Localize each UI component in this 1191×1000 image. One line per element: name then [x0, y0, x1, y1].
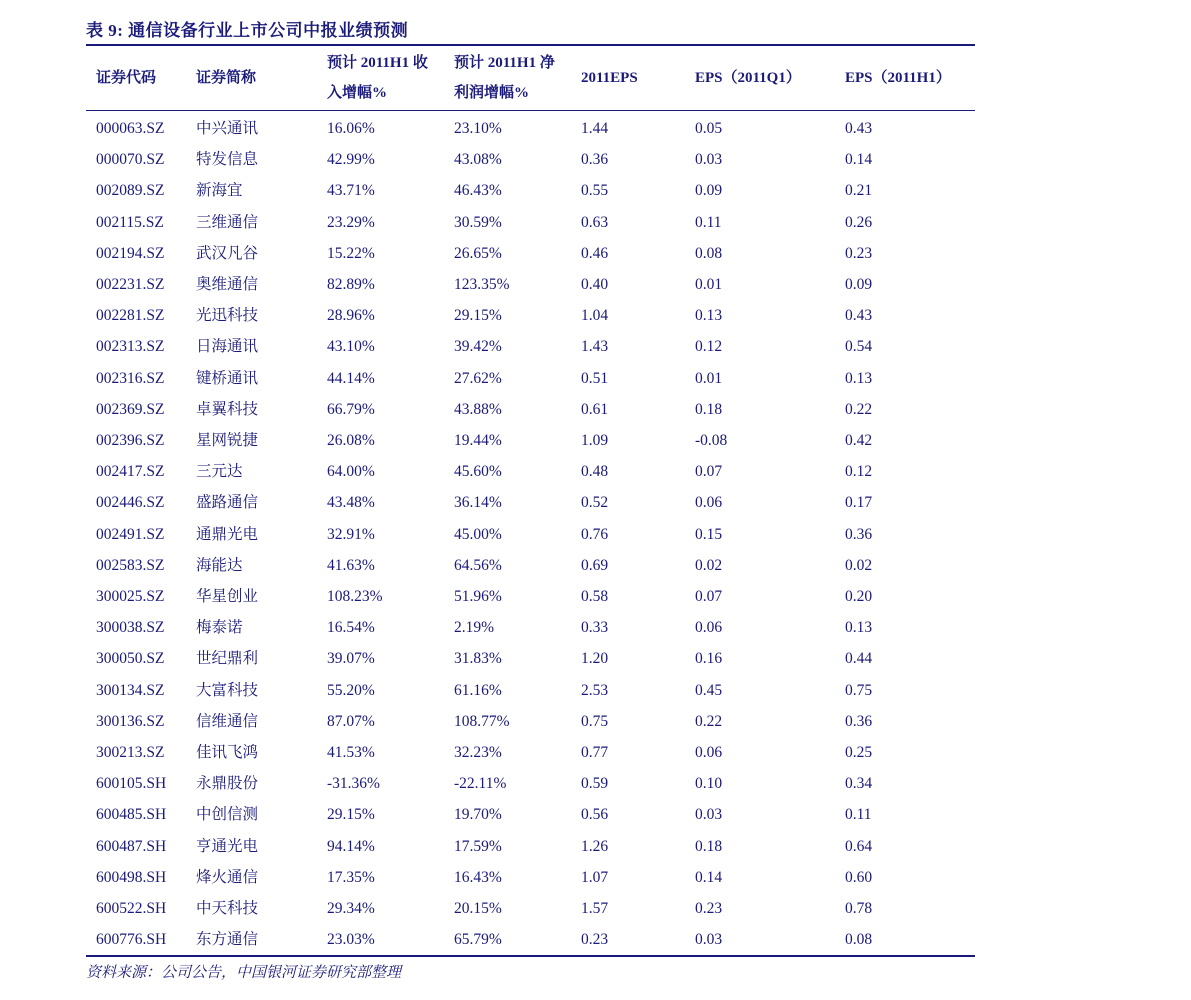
table-cell: 32.23%: [454, 744, 502, 762]
table-cell: 卓翼科技: [196, 400, 259, 418]
table-cell: 0.60: [845, 868, 873, 886]
table-cell: 0.13: [695, 307, 723, 325]
table-cell: 0.33: [581, 619, 609, 637]
table-cell: 43.48%: [327, 494, 375, 512]
table-cell: 三维通信: [196, 213, 259, 231]
table-cell: 通鼎光电: [196, 525, 259, 543]
table-cell: 0.55: [581, 182, 609, 200]
table-cell: 43.88%: [454, 400, 502, 418]
table-cell: 0.10: [695, 775, 723, 793]
table-cell: 0.09: [695, 182, 723, 200]
table-cell: 108.23%: [327, 588, 383, 606]
table-row: [86, 300, 975, 331]
table-cell: 0.23: [695, 900, 723, 918]
table-cell: 0.09: [845, 276, 873, 294]
header-row: [86, 46, 975, 110]
table-cell: 002281.SZ: [96, 307, 165, 325]
table-cell: 002194.SZ: [96, 244, 165, 262]
table-cell: 42.99%: [327, 151, 375, 169]
table-cell: 0.06: [695, 744, 723, 762]
column-header: [685, 46, 835, 110]
table-cell: 94.14%: [327, 837, 375, 855]
table-cell: 中创信测: [196, 806, 259, 824]
table-row: [86, 207, 975, 238]
table-cell: 65.79%: [454, 931, 502, 949]
table-cell: -22.11%: [454, 775, 507, 793]
table-cell: 002231.SZ: [96, 276, 165, 294]
table-cell: 002369.SZ: [96, 400, 165, 418]
table-cell: 1.20: [581, 650, 609, 668]
table-cell: 武汉凡谷: [196, 244, 259, 262]
table-row: [86, 675, 975, 706]
table-cell: 0.02: [695, 556, 723, 574]
table-cell: 0.48: [581, 463, 609, 481]
column-header: [835, 46, 975, 110]
table-cell: 特发信息: [196, 151, 259, 169]
table-cell: 0.20: [845, 588, 873, 606]
column-header-line: 预计 2011H1 净: [454, 55, 555, 71]
table-cell: 0.06: [695, 494, 723, 512]
table-cell: 45.00%: [454, 525, 502, 543]
table-cell: 海能达: [196, 556, 243, 574]
table-cell: 1.57: [581, 900, 609, 918]
table-cell: 45.60%: [454, 463, 502, 481]
table-cell: 1.44: [581, 120, 609, 137]
table-cell: 0.25: [845, 744, 873, 762]
table-cell: 0.59: [581, 775, 609, 793]
table-cell: 0.78: [845, 900, 873, 918]
table-cell: 23.10%: [454, 120, 502, 137]
table-row: [86, 831, 975, 862]
table-cell: 600485.SH: [96, 806, 167, 824]
table-body: [86, 111, 975, 955]
table-cell: 盛路通信: [196, 494, 259, 512]
table-cell: 0.14: [695, 868, 723, 886]
table-cell: 19.70%: [454, 806, 502, 824]
table-cell: 0.51: [581, 369, 609, 387]
table-cell: 键桥通讯: [196, 369, 259, 387]
table-cell: 23.29%: [327, 213, 375, 231]
column-header-line: 证券代码: [96, 70, 157, 86]
table-cell: 0.13: [845, 369, 873, 387]
table-cell: 0.36: [581, 151, 609, 169]
table-cell: 0.08: [845, 931, 873, 949]
table-cell: 17.35%: [327, 868, 375, 886]
table-cell: 002115.SZ: [96, 213, 164, 231]
table-cell: 000063.SZ: [96, 120, 165, 137]
table-cell: 1.43: [581, 338, 609, 356]
table-cell: 108.77%: [454, 712, 510, 730]
table-cell: 信维通信: [196, 712, 259, 730]
table-cell: 27.62%: [454, 369, 502, 387]
forecast-table-body: [86, 111, 975, 955]
table-cell: 2.19%: [454, 619, 495, 637]
table-cell: 39.42%: [454, 338, 502, 356]
table-header: [86, 46, 975, 110]
table-cell: 新海宜: [196, 182, 243, 200]
table-cell: 300134.SZ: [96, 681, 165, 699]
table-cell: 0.12: [845, 463, 873, 481]
table-cell: 0.05: [695, 120, 723, 137]
table-bottom-rule: [86, 955, 975, 957]
table-cell: 26.08%: [327, 432, 375, 450]
table-cell: 39.07%: [327, 650, 375, 668]
table-cell: 002446.SZ: [96, 494, 165, 512]
table-row: [86, 643, 975, 674]
table-cell: 32.91%: [327, 525, 375, 543]
table-cell: 0.63: [581, 213, 609, 231]
table-row: [86, 111, 975, 144]
forecast-table-container: [86, 44, 975, 957]
table-row: [86, 768, 975, 799]
table-cell: 0.43: [845, 120, 873, 137]
table-row: [86, 550, 975, 581]
table-cell: 23.03%: [327, 931, 375, 949]
table-cell: 16.54%: [327, 619, 375, 637]
table-cell: 0.06: [695, 619, 723, 637]
table-cell: 0.22: [695, 712, 723, 730]
table-cell: 19.44%: [454, 432, 502, 450]
table-cell: 0.58: [581, 588, 609, 606]
table-cell: 55.20%: [327, 681, 375, 699]
table-cell: 16.43%: [454, 868, 502, 886]
table-cell: 华星创业: [196, 588, 259, 606]
table-row: [86, 519, 975, 550]
table-cell: 1.26: [581, 837, 609, 855]
table-cell: 61.16%: [454, 681, 502, 699]
table-row: [86, 456, 975, 487]
table-cell: 日海通讯: [196, 338, 259, 356]
table-cell: 0.14: [845, 151, 873, 169]
table-cell: 15.22%: [327, 244, 375, 262]
table-cell: 123.35%: [454, 276, 510, 294]
table-row: [86, 144, 975, 175]
table-cell: 30.59%: [454, 213, 502, 231]
table-cell: 300050.SZ: [96, 650, 165, 668]
table-cell: 0.64: [845, 837, 873, 855]
source-note: 资料来源：公司公告，中国银河证券研究部整理: [86, 965, 402, 981]
table-cell: 300025.SZ: [96, 588, 165, 606]
table-cell: 大富科技: [196, 681, 259, 699]
table-cell: 东方通信: [196, 931, 259, 949]
table-cell: 002417.SZ: [96, 463, 165, 481]
table-cell: 三元达: [196, 463, 243, 481]
column-header-line: EPS（2011H1）: [845, 70, 951, 86]
table-cell: 600498.SH: [96, 868, 167, 886]
table-cell: 41.53%: [327, 744, 375, 762]
table-cell: 26.65%: [454, 244, 502, 262]
table-cell: 0.12: [695, 338, 723, 356]
table-cell: 0.56: [581, 806, 609, 824]
table-row: [86, 425, 975, 456]
column-header-line: 2011EPS: [581, 70, 638, 86]
column-header: [571, 46, 685, 110]
table-cell: 28.96%: [327, 307, 375, 325]
column-header: [317, 46, 444, 110]
table-cell: 梅泰诺: [196, 619, 243, 637]
table-cell: 87.07%: [327, 712, 375, 730]
table-cell: 1.04: [581, 307, 609, 325]
table-cell: 36.14%: [454, 494, 502, 512]
table-cell: 64.56%: [454, 556, 502, 574]
table-cell: 0.61: [581, 400, 609, 418]
column-header: [444, 46, 571, 110]
table-cell: 0.23: [845, 244, 873, 262]
column-header-line: EPS（2011Q1）: [695, 70, 801, 86]
table-cell: 0.40: [581, 276, 609, 294]
table-cell: 0.36: [845, 525, 873, 543]
table-cell: 0.13: [845, 619, 873, 637]
table-cell: 41.63%: [327, 556, 375, 574]
table-cell: 002313.SZ: [96, 338, 165, 356]
column-header-line: 入增幅%: [327, 85, 388, 101]
table-cell: 29.15%: [327, 806, 375, 824]
table-cell: 光迅科技: [196, 307, 259, 325]
table-cell: 43.10%: [327, 338, 375, 356]
table-cell: 0.42: [845, 432, 873, 450]
table-row: [86, 581, 975, 612]
column-header-line: 预计 2011H1 收: [327, 55, 428, 71]
table-cell: 0.22: [845, 400, 873, 418]
table-cell: 300038.SZ: [96, 619, 165, 637]
table-cell: 0.23: [581, 931, 609, 949]
table-cell: 64.00%: [327, 463, 375, 481]
table-cell: 002396.SZ: [96, 432, 165, 450]
table-cell: 0.17: [845, 494, 873, 512]
table-cell: 佳讯飞鸿: [196, 744, 259, 762]
table-cell: 0.11: [695, 213, 722, 231]
table-row: [86, 175, 975, 206]
table-cell: 43.71%: [327, 182, 375, 200]
table-cell: 0.54: [845, 338, 873, 356]
table-cell: 0.03: [695, 151, 723, 169]
table-cell: 1.07: [581, 868, 609, 886]
table-cell: 17.59%: [454, 837, 502, 855]
column-header-line: 证券简称: [196, 70, 257, 86]
table-cell: 0.07: [695, 463, 723, 481]
table-cell: 0.52: [581, 494, 609, 512]
table-cell: 46.43%: [454, 182, 502, 200]
table-cell: 29.34%: [327, 900, 375, 918]
table-cell: 0.08: [695, 244, 723, 262]
table-cell: 0.03: [695, 931, 723, 949]
table-cell: 0.75: [845, 681, 873, 699]
table-cell: 82.89%: [327, 276, 375, 294]
table-cell: 1.09: [581, 432, 609, 450]
column-header: [186, 46, 317, 110]
table-cell: 600487.SH: [96, 837, 167, 855]
table-cell: 0.36: [845, 712, 873, 730]
table-cell: 000070.SZ: [96, 151, 165, 169]
table-cell: -0.08: [695, 432, 728, 450]
table-cell: 002316.SZ: [96, 369, 165, 387]
table-cell: 0.44: [845, 650, 873, 668]
table-cell: 43.08%: [454, 151, 502, 169]
table-cell: 中天科技: [196, 900, 259, 918]
table-row: [86, 331, 975, 362]
table-cell: 0.43: [845, 307, 873, 325]
table-cell: 0.01: [695, 276, 723, 294]
table-cell: 600522.SH: [96, 900, 167, 918]
table-cell: 0.07: [695, 588, 723, 606]
table-row: [86, 862, 975, 893]
table-row: [86, 394, 975, 425]
table-cell: 0.18: [695, 837, 723, 855]
table-row: [86, 924, 975, 955]
table-cell: 0.18: [695, 400, 723, 418]
table-cell: 0.75: [581, 712, 609, 730]
table-cell: 0.01: [695, 369, 723, 387]
column-header-line: 利润增幅%: [454, 85, 530, 101]
table-cell: 44.14%: [327, 369, 375, 387]
table-title: 表 9: 通信设备行业上市公司中报业绩预测: [86, 21, 409, 40]
table-cell: 0.45: [695, 681, 723, 699]
table-cell: 31.83%: [454, 650, 502, 668]
table-cell: 29.15%: [454, 307, 502, 325]
table-row: [86, 269, 975, 300]
table-cell: 0.15: [695, 525, 723, 543]
table-cell: 永鼎股份: [196, 775, 259, 793]
table-cell: 002089.SZ: [96, 182, 165, 200]
table-cell: 66.79%: [327, 400, 375, 418]
table-cell: 中兴通讯: [196, 120, 259, 137]
table-cell: 16.06%: [327, 120, 375, 137]
table-cell: 0.21: [845, 182, 873, 200]
table-cell: 0.11: [845, 806, 872, 824]
table-cell: 0.16: [695, 650, 723, 668]
table-row: [86, 737, 975, 768]
table-cell: 0.03: [695, 806, 723, 824]
table-cell: 世纪鼎利: [196, 650, 259, 668]
table-cell: 0.34: [845, 775, 873, 793]
table-cell: 600776.SH: [96, 931, 167, 949]
table-cell: 亨通光电: [196, 837, 259, 855]
table-cell: 0.26: [845, 213, 873, 231]
table-cell: -31.36%: [327, 775, 380, 793]
table-row: [86, 706, 975, 737]
table-row: [86, 799, 975, 830]
table-cell: 300136.SZ: [96, 712, 165, 730]
table-cell: 0.69: [581, 556, 609, 574]
table-cell: 600105.SH: [96, 775, 167, 793]
table-cell: 奥维通信: [196, 276, 259, 294]
table-cell: 002583.SZ: [96, 556, 165, 574]
forecast-table: [86, 46, 975, 110]
table-row: [86, 893, 975, 924]
table-cell: 烽火通信: [196, 868, 259, 886]
table-cell: 300213.SZ: [96, 744, 165, 762]
table-row: [86, 238, 975, 269]
table-cell: 0.46: [581, 244, 609, 262]
table-cell: 0.76: [581, 525, 609, 543]
table-row: [86, 363, 975, 394]
table-cell: 20.15%: [454, 900, 502, 918]
table-cell: 0.77: [581, 744, 609, 762]
table-cell: 51.96%: [454, 588, 502, 606]
table-cell: 0.02: [845, 556, 873, 574]
table-row: [86, 612, 975, 643]
table-cell: 2.53: [581, 681, 609, 699]
table-row: [86, 487, 975, 518]
table-cell: 星网锐捷: [196, 432, 259, 450]
column-header: [86, 46, 186, 110]
table-cell: 002491.SZ: [96, 525, 165, 543]
